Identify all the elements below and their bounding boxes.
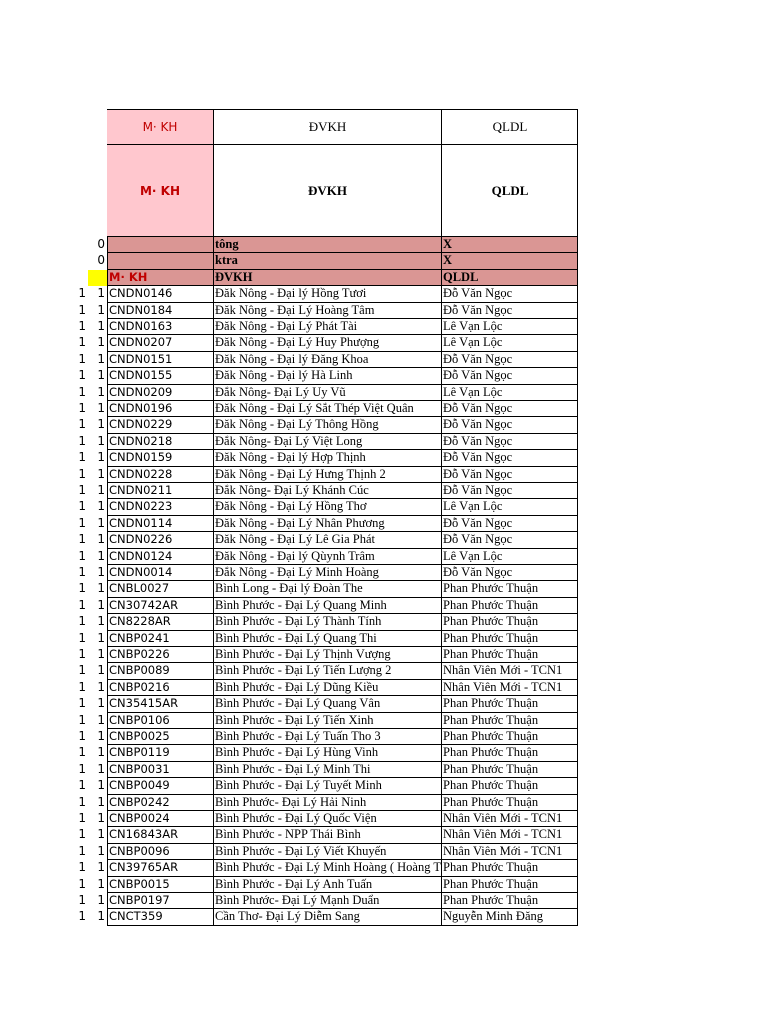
customer-name-cell[interactable]: Bình Phước - Đại Lý Tiến Lượng 2 (214, 663, 442, 679)
customer-name-cell[interactable]: Bình Phước - Đại Lý Anh Tuấn (214, 877, 442, 893)
row-flag-a: 1 (78, 286, 86, 301)
row-flag-a: 1 (78, 663, 86, 678)
table-row (107, 680, 578, 696)
customer-code-cell[interactable]: CNBP0096 (107, 844, 214, 860)
customer-code-cell[interactable]: CNDN0151 (107, 352, 214, 368)
customer-code-cell[interactable]: CNBP0226 (107, 647, 214, 663)
manager-cell[interactable]: Đỗ Văn Ngọc (442, 434, 578, 450)
header1-dvkh-cell[interactable]: ĐVKH (214, 110, 442, 144)
customer-code-cell[interactable]: CNDN0226 (107, 532, 214, 548)
customer-name-cell[interactable]: Bình Phước - Đại Lý Thịnh Vượng (214, 647, 442, 663)
row-flag-b: 1 (97, 794, 105, 809)
customer-name-cell[interactable]: Đăk Nông - Đại Lý Hồng Thơ (214, 499, 442, 515)
summary-code-cell[interactable]: M· KH (107, 270, 214, 286)
summary-qldl-cell[interactable]: QLDL (442, 270, 578, 286)
customer-name-cell[interactable]: Bình Phước - Đại Lý Viết Khuyến (214, 844, 442, 860)
row-flag-b: 1 (97, 548, 105, 563)
customer-code-cell[interactable]: CN8228AR (107, 614, 214, 630)
manager-cell[interactable]: Đỗ Văn Ngọc (442, 467, 578, 483)
summary-row (107, 237, 578, 253)
customer-code-cell[interactable]: CNCT359 (107, 909, 214, 925)
customer-code-cell[interactable]: CNBL0027 (107, 581, 214, 597)
header2-dvkh-cell[interactable]: ĐVKH (214, 145, 442, 236)
summary-dvkh-cell[interactable]: ktra (214, 253, 442, 269)
customer-name-cell[interactable]: Bình Phước - Đại Lý Quang Minh (214, 598, 442, 614)
summary-dvkh-cell[interactable]: ĐVKH (214, 270, 442, 286)
manager-cell[interactable]: Phan Phước Thuận (442, 729, 578, 745)
row-flag-a: 1 (78, 614, 86, 629)
row-flag-b: 1 (97, 876, 105, 891)
table-row (107, 860, 578, 876)
manager-cell[interactable]: Phan Phước Thuận (442, 795, 578, 811)
summary-left-value (86, 270, 105, 286)
table-row (107, 877, 578, 893)
customer-code-cell[interactable]: CNDN0229 (107, 417, 214, 433)
manager-cell[interactable]: Phan Phước Thuận (442, 696, 578, 712)
manager-cell[interactable]: Phan Phước Thuận (442, 631, 578, 647)
row-flag-a: 1 (78, 335, 86, 350)
row-flag-a: 1 (78, 860, 86, 875)
row-flag-a: 1 (78, 597, 86, 612)
row-flag-a: 1 (78, 794, 86, 809)
table-row (107, 401, 578, 417)
row-flag-a: 1 (78, 909, 86, 924)
row-flag-b: 1 (97, 368, 105, 383)
row-flag-b: 1 (97, 286, 105, 301)
row-flag-a: 1 (78, 778, 86, 793)
manager-cell[interactable]: Đỗ Văn Ngọc (442, 565, 578, 581)
row-flag-a: 1 (78, 581, 86, 596)
table-row (107, 778, 578, 794)
customer-code-cell[interactable]: CNBP0015 (107, 877, 214, 893)
customer-code-cell[interactable]: CNBP0024 (107, 811, 214, 827)
row-flag-b: 1 (97, 417, 105, 432)
summary-dvkh-cell[interactable]: tông (214, 237, 442, 253)
customer-code-cell[interactable]: CNBP0216 (107, 680, 214, 696)
customer-name-cell[interactable]: Bình Phước- Đại Lý Hải Ninh (214, 795, 442, 811)
manager-cell[interactable]: Phan Phước Thuận (442, 713, 578, 729)
customer-code-cell[interactable]: CNBP0025 (107, 729, 214, 745)
customer-name-cell[interactable]: Đắk Nông - Đại Lý Minh Hoàng (214, 565, 442, 581)
row-flag-a: 1 (78, 679, 86, 694)
table-row (107, 286, 578, 302)
row-flag-a: 1 (78, 532, 86, 547)
customer-name-cell[interactable]: Đắk Nông- Đại Lý Uy Vũ (214, 385, 442, 401)
row-flag-b: 1 (97, 597, 105, 612)
customer-name-cell[interactable]: Bình Phước - Đại Lý Dũng Kiều (214, 680, 442, 696)
table-row (107, 631, 578, 647)
table-row (107, 385, 578, 401)
header-row-1 (107, 109, 578, 145)
row-flag-b: 1 (97, 614, 105, 629)
customer-name-cell[interactable]: Bình Phước - Đại Lý Quốc Viện (214, 811, 442, 827)
row-flag-a: 1 (78, 417, 86, 432)
manager-cell[interactable]: Lê Vạn Lộc (442, 499, 578, 515)
table-row (107, 565, 578, 581)
customer-name-cell[interactable]: Đăk Nông - Đại Lý Lê Gia Phát (214, 532, 442, 548)
customer-code-cell[interactable]: CNBP0119 (107, 745, 214, 761)
table-row (107, 598, 578, 614)
customer-name-cell[interactable]: Đăk Nông - Đại Lý Hưng Thịnh 2 (214, 467, 442, 483)
manager-cell[interactable]: Lê Vạn Lộc (442, 335, 578, 351)
row-flag-a: 1 (78, 515, 86, 530)
summary-code-cell[interactable] (107, 237, 214, 253)
manager-cell[interactable]: Lê Vạn Lộc (442, 319, 578, 335)
customer-code-cell[interactable]: CNDN0114 (107, 516, 214, 532)
customer-code-cell[interactable]: CNDN0211 (107, 483, 214, 499)
manager-cell[interactable]: Lê Vạn Lộc (442, 385, 578, 401)
row-flag-a: 1 (78, 761, 86, 776)
table-row (107, 549, 578, 565)
table-row (107, 319, 578, 335)
row-flag-a: 1 (78, 565, 86, 579)
row-flag-b: 1 (97, 450, 105, 465)
manager-cell[interactable]: Đỗ Văn Ngọc (442, 303, 578, 319)
table-row (107, 499, 578, 515)
row-flag-a: 1 (78, 450, 86, 465)
table-row (107, 745, 578, 761)
customer-name-cell[interactable]: Đăk Nông - Đại Lý Hoàng Tâm (214, 303, 442, 319)
customer-code-cell[interactable]: CNDN0184 (107, 303, 214, 319)
row-flag-b: 1 (97, 483, 105, 497)
customer-code-cell[interactable]: CNBP0089 (107, 663, 214, 679)
customer-code-cell[interactable]: CNBP0241 (107, 631, 214, 647)
row-flag-a: 1 (78, 368, 86, 383)
header1-code-cell[interactable]: M· KH (107, 110, 214, 144)
manager-cell[interactable]: Phan Phước Thuận (442, 778, 578, 794)
customer-code-cell[interactable]: CNDN0223 (107, 499, 214, 515)
customer-name-cell[interactable]: Đăk Nông - Đại Lý Phát Tài (214, 319, 442, 335)
table-row (107, 811, 578, 827)
manager-cell[interactable]: Phan Phước Thuận (442, 745, 578, 761)
table-row (107, 762, 578, 778)
row-flag-a: 1 (78, 548, 86, 563)
table-row (107, 516, 578, 532)
row-flag-a: 1 (78, 827, 86, 842)
row-flag-b: 1 (97, 319, 105, 333)
manager-cell[interactable]: Nhân Viên Mới - TCN1 (442, 811, 578, 827)
row-flag-a: 1 (78, 351, 86, 366)
row-flag-b: 1 (97, 581, 105, 596)
manager-cell[interactable]: Đỗ Văn Ngọc (442, 401, 578, 417)
customer-name-cell[interactable]: Đăk Nông - Đại lý Đăng Khoa (214, 352, 442, 368)
table-row (107, 335, 578, 351)
row-flag-a: 1 (78, 843, 86, 858)
table-row (107, 795, 578, 811)
row-flag-b: 1 (97, 351, 105, 366)
header1-qldl-cell[interactable]: QLDL (492, 119, 528, 134)
row-flag-a: 1 (78, 712, 86, 727)
manager-cell[interactable]: Đỗ Văn Ngọc (442, 286, 578, 302)
row-flag-b: 1 (97, 827, 105, 842)
manager-cell[interactable]: Đỗ Văn Ngọc (442, 532, 578, 548)
customer-name-cell[interactable]: Bình Phước - Đại Lý Minh Hoàng ( Hoàng T (214, 860, 442, 876)
table-row (107, 434, 578, 450)
customer-code-cell[interactable]: CNBP0049 (107, 778, 214, 794)
customer-name-cell[interactable]: Đăk Nông - Đại Lý Sắt Thép Việt Quân (214, 401, 442, 417)
row-flag-a: 1 (78, 729, 86, 743)
manager-cell[interactable]: Đỗ Văn Ngọc (442, 483, 578, 499)
table-row (107, 647, 578, 663)
manager-cell[interactable]: Đỗ Văn Ngọc (442, 417, 578, 433)
customer-code-cell[interactable]: CNDN0146 (107, 286, 214, 302)
row-flag-b: 1 (97, 565, 105, 579)
table-row (107, 713, 578, 729)
row-flag-b: 1 (97, 647, 105, 661)
row-flag-b: 1 (97, 909, 105, 924)
row-flag-a: 1 (78, 433, 86, 448)
row-flag-a: 1 (78, 876, 86, 891)
customer-code-cell[interactable]: CNBP0031 (107, 762, 214, 778)
customer-code-cell[interactable]: CNDN0218 (107, 434, 214, 450)
manager-cell[interactable]: Đỗ Văn Ngọc (442, 352, 578, 368)
row-flag-b: 1 (97, 663, 105, 678)
manager-cell[interactable]: Nhân Viên Mới - TCN1 (442, 827, 578, 843)
row-flag-b: 1 (97, 630, 105, 645)
row-flag-a: 1 (78, 647, 86, 661)
row-flag-b: 1 (97, 515, 105, 530)
header-row-2 (107, 145, 578, 237)
row-flag-a: 1 (78, 466, 86, 481)
row-flag-b: 1 (97, 335, 105, 350)
row-flag-b: 1 (97, 679, 105, 694)
customer-name-cell[interactable]: Bình Phước - Đại Lý Tuấn Tho 3 (214, 729, 442, 745)
customer-code-cell[interactable]: CNDN0163 (107, 319, 214, 335)
customer-name-cell[interactable]: Đăk Nông - Đại lý Hợp Thịnh (214, 450, 442, 466)
customer-code-cell[interactable]: CNDN0014 (107, 565, 214, 581)
customer-code-cell[interactable]: CNBP0242 (107, 795, 214, 811)
manager-cell[interactable]: Phan Phước Thuận (442, 581, 578, 597)
summary-row (107, 270, 578, 286)
customer-name-cell[interactable]: Đăk Nông - Đại Lý Nhân Phương (214, 516, 442, 532)
row-flag-a: 1 (78, 319, 86, 333)
summary-left-value: 0 (97, 253, 105, 268)
summary-qldl-cell[interactable]: X (442, 237, 578, 253)
manager-cell[interactable]: Phan Phước Thuận (442, 877, 578, 893)
customer-name-cell[interactable]: Đắk Nông- Đại Lý Việt Long (214, 434, 442, 450)
customer-code-cell[interactable]: CN35415AR (107, 696, 214, 712)
table-row (107, 417, 578, 433)
manager-cell[interactable]: Nhân Viên Mới - TCN1 (442, 680, 578, 696)
row-flag-b: 1 (97, 712, 105, 727)
row-flag-a: 1 (78, 401, 86, 415)
table-row (107, 581, 578, 597)
row-flag-a: 1 (78, 745, 86, 760)
table-row (107, 450, 578, 466)
customer-code-cell[interactable]: CNBP0106 (107, 713, 214, 729)
manager-cell[interactable]: Phan Phước Thuận (442, 647, 578, 663)
table-row (107, 893, 578, 909)
row-flag-a: 1 (78, 302, 86, 317)
customer-code-cell[interactable]: CNDN0209 (107, 385, 214, 401)
customer-code-cell[interactable]: CN30742AR (107, 598, 214, 614)
row-flag-b: 1 (97, 466, 105, 481)
customer-name-cell[interactable]: Cần Thơ- Đại Lý Diễm Sang (214, 909, 442, 925)
row-flag-a: 1 (78, 630, 86, 645)
summary-qldl-cell[interactable]: X (442, 253, 578, 269)
table-row (107, 368, 578, 384)
table-row (107, 352, 578, 368)
row-flag-b: 1 (97, 843, 105, 858)
manager-cell[interactable]: Phan Phước Thuận (442, 860, 578, 876)
row-flag-a: 1 (78, 384, 86, 399)
customer-name-cell[interactable]: Đăk Nông - Đại lý Hà Linh (214, 368, 442, 384)
table-row (107, 844, 578, 860)
manager-cell[interactable]: Đỗ Văn Ngọc (442, 450, 578, 466)
row-flag-b: 1 (97, 532, 105, 547)
customer-name-cell[interactable]: Bình Phước - Đại Lý Minh Thi (214, 762, 442, 778)
row-flag-a: 1 (78, 483, 86, 497)
customer-code-cell[interactable]: CNBP0197 (107, 893, 214, 909)
customer-name-cell[interactable]: Đăk Nông - Đại Lý Thông Hồng (214, 417, 442, 433)
summary-row (107, 253, 578, 269)
table-row (107, 827, 578, 843)
row-flag-b: 1 (97, 729, 105, 743)
row-flag-b: 1 (97, 811, 105, 825)
row-flag-b: 1 (97, 893, 105, 907)
table-row (107, 696, 578, 712)
row-flag-a: 1 (78, 696, 86, 711)
table-row (107, 467, 578, 483)
customer-name-cell[interactable]: Đăk Nông - Đại lý Qùynh Trâm (214, 549, 442, 565)
customer-name-cell[interactable]: Bình Phước - NPP Thái Bình (214, 827, 442, 843)
customer-name-cell[interactable]: Bình Phước - Đại Lý Tuyết Minh (214, 778, 442, 794)
customer-name-cell[interactable]: Bình Phước - Đại Lý Hùng Vinh (214, 745, 442, 761)
manager-cell[interactable]: Phan Phước Thuận (442, 893, 578, 909)
customer-code-cell[interactable]: CN16843AR (107, 827, 214, 843)
table-row (107, 532, 578, 548)
customer-name-cell[interactable]: Đăk Nông - Đại lý Hồng Tươi (214, 286, 442, 302)
row-flag-b: 1 (97, 860, 105, 875)
manager-cell[interactable]: Đỗ Văn Ngọc (442, 516, 578, 532)
manager-cell[interactable]: Nhân Viên Mới - TCN1 (442, 844, 578, 860)
row-flag-a: 1 (78, 499, 86, 514)
customer-name-cell[interactable]: Bình Phước - Đại Lý Tiến Xinh (214, 713, 442, 729)
table-row (107, 663, 578, 679)
customer-name-cell[interactable]: Bình Phước - Đại Lý Quang Vân (214, 696, 442, 712)
row-flag-b: 1 (97, 761, 105, 776)
row-flag-b: 1 (97, 745, 105, 760)
row-flag-b: 1 (97, 433, 105, 448)
customer-code-cell[interactable]: CNDN0207 (107, 335, 214, 351)
customer-name-cell[interactable]: Đăk Nông - Đại Lý Huy Phượng (214, 335, 442, 351)
manager-cell[interactable]: Lê Vạn Lộc (442, 549, 578, 565)
row-flag-b: 1 (97, 384, 105, 399)
customer-name-cell[interactable]: Bình Long - Đại lý Đoàn The (214, 581, 442, 597)
customer-code-cell[interactable]: CN39765AR (107, 860, 214, 876)
table-row (107, 909, 578, 925)
row-flag-b: 1 (97, 499, 105, 514)
table-row (107, 303, 578, 319)
manager-cell[interactable]: Phan Phước Thuận (442, 614, 578, 630)
header2-code-cell[interactable]: M· KH (107, 145, 214, 236)
customer-code-cell[interactable]: CNDN0228 (107, 467, 214, 483)
manager-cell[interactable]: Phan Phước Thuận (442, 762, 578, 778)
manager-cell[interactable]: Đỗ Văn Ngọc (442, 368, 578, 384)
customer-name-cell[interactable]: Bình Phước - Đại Lý Thành Tính (214, 614, 442, 630)
row-flag-a: 1 (78, 811, 86, 825)
header2-qldl-cell[interactable]: QLDL (491, 182, 529, 198)
customer-code-cell[interactable]: CNDN0196 (107, 401, 214, 417)
table-row (107, 729, 578, 745)
row-flag-b: 1 (97, 696, 105, 711)
summary-left-value: 0 (97, 237, 105, 251)
manager-cell[interactable]: Nhân Viên Mới - TCN1 (442, 663, 578, 679)
customer-code-cell[interactable]: CNDN0159 (107, 450, 214, 466)
summary-code-cell[interactable] (107, 253, 214, 269)
row-flag-b: 1 (97, 401, 105, 415)
manager-cell[interactable]: Nguyễn Minh Đăng (442, 909, 578, 925)
customer-code-cell[interactable]: CNDN0155 (107, 368, 214, 384)
table-row (107, 614, 578, 630)
table-row (107, 483, 578, 499)
row-flag-b: 1 (97, 302, 105, 317)
customer-name-cell[interactable]: Bình Phước - Đại Lý Quang Thi (214, 631, 442, 647)
customer-name-cell[interactable]: Bình Phước- Đại Lý Mạnh Duẩn (214, 893, 442, 909)
customer-name-cell[interactable]: Đắk Nông- Đại Lý Khánh Cúc (214, 483, 442, 499)
row-flag-a: 1 (78, 893, 86, 907)
manager-cell[interactable]: Phan Phước Thuận (442, 598, 578, 614)
customer-code-cell[interactable]: CNDN0124 (107, 549, 214, 565)
row-flag-b: 1 (97, 778, 105, 793)
